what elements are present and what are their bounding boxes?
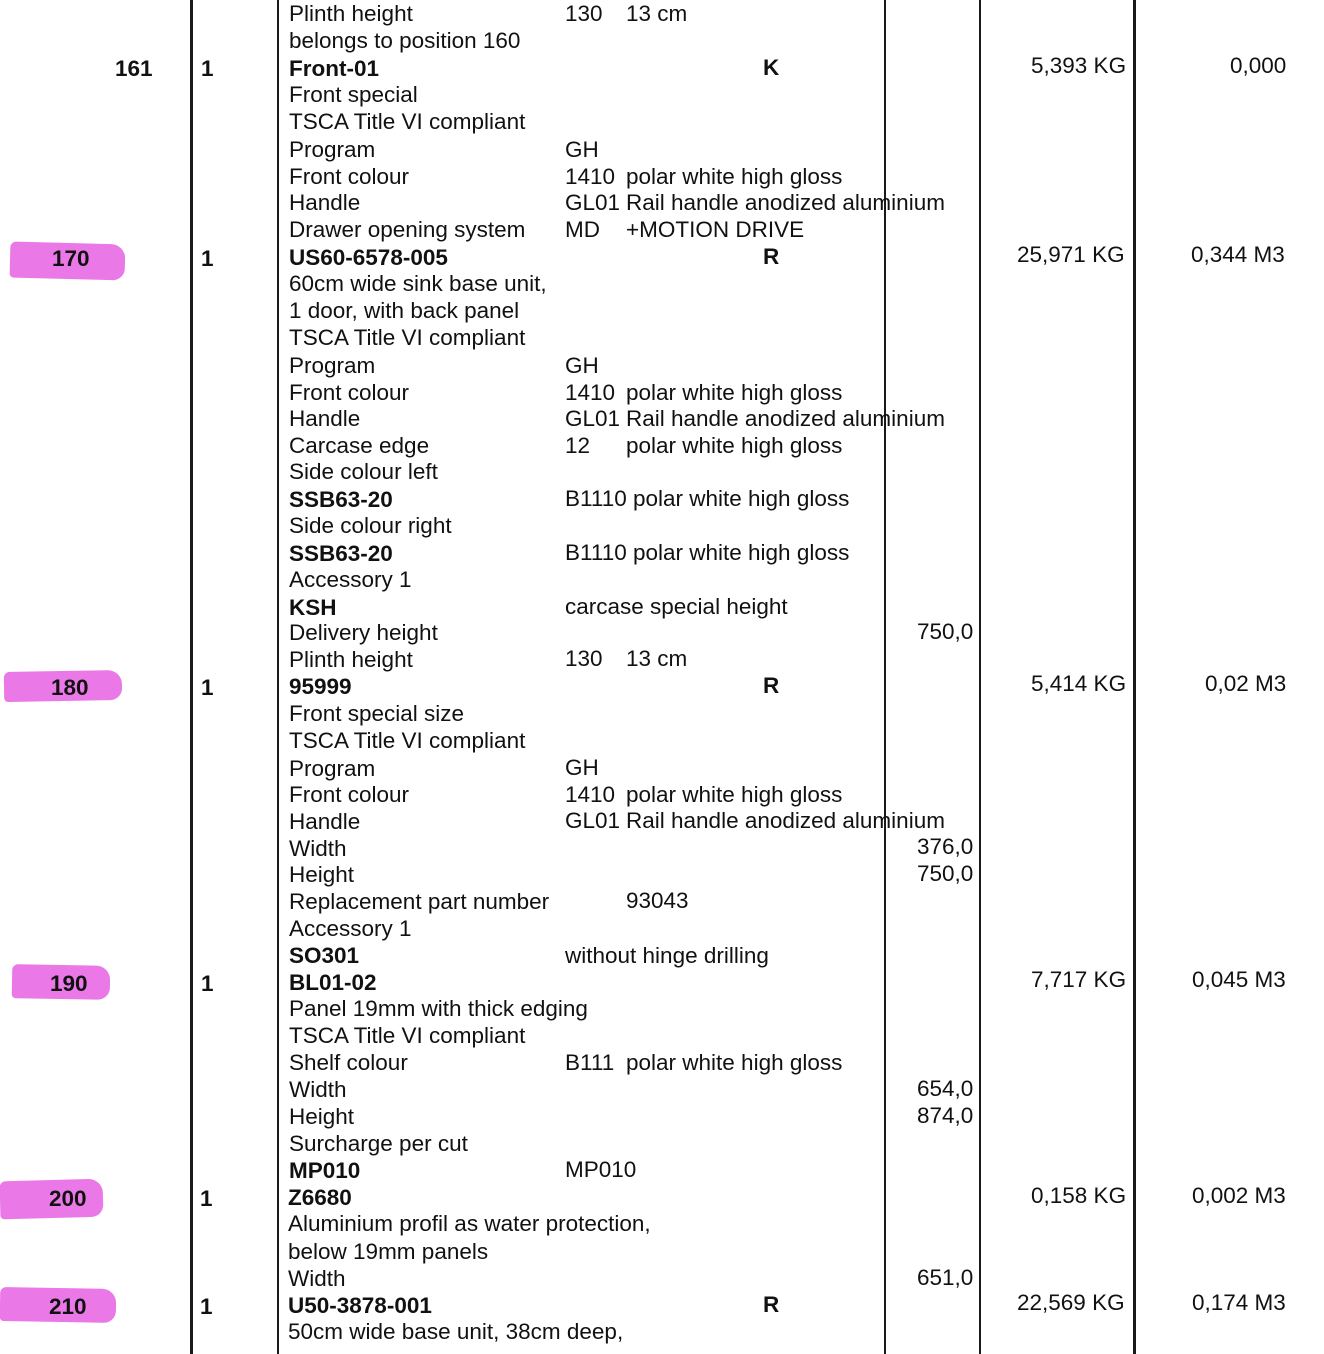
attr-label: Handle [289,406,361,431]
type-code: R [763,244,780,269]
description-line: 1 door, with back panel [289,298,520,323]
volume: 0,02 M3 [1205,671,1287,696]
attr-code: GL01 [565,808,621,833]
weight: 7,717 KG [1031,967,1127,992]
description-line: TSCA Title VI compliant [289,325,526,350]
quantity: 1 [200,1294,213,1319]
attr-label: Program [289,137,376,162]
position-number: 170 [52,246,90,271]
attr-label: Plinth height [289,647,413,672]
description-line: 60cm wide sink base unit, [289,271,547,296]
attr-code: 1410 [565,164,616,189]
attr-label: Handle [289,809,361,834]
attr-code: KSH [289,595,337,620]
weight: 22,569 KG [1017,1290,1125,1315]
attr-value: without hinge drilling [565,943,769,968]
position-number: 161 [115,56,153,81]
type-code: K [763,55,780,80]
attr-code: SSB63-20 [289,541,393,566]
description-line: 50cm wide base unit, 38cm deep, [288,1319,624,1344]
attr-code: GH [565,137,599,162]
attr-code: B111 [565,1050,615,1075]
attr-label: Delivery height [289,620,438,645]
volume: 0,174 M3 [1192,1290,1286,1315]
description-line: Front special [289,82,418,107]
attr-label: Accessory 1 [289,567,412,592]
position-number: 180 [51,675,89,700]
attr-label: Side colour left [289,459,438,484]
attr-value: 874,0 [917,1103,974,1128]
quantity: 1 [201,675,214,700]
volume: 0,002 M3 [1192,1183,1286,1208]
attr-code: 1410 [565,782,616,807]
attr-value: polar white high gloss [626,1050,843,1075]
attr-code: MD [565,217,600,242]
attr-value: 654,0 [917,1076,974,1101]
description-line: TSCA Title VI compliant [289,109,526,134]
attr-label: Width [289,1077,347,1102]
attr-value: 13 cm [626,1,688,26]
weight: 25,971 KG [1017,242,1125,267]
volume: 0,344 M3 [1191,242,1285,267]
attr-value: Rail handle anodized aluminium [626,808,945,833]
attr-label: Carcase edge [289,433,430,458]
attr-label: Shelf colour [289,1050,408,1075]
attr-value: carcase special height [565,594,788,619]
attr-code: SO301 [289,943,360,968]
attr-value: polar white high gloss [626,782,843,807]
description-line: TSCA Title VI compliant [289,728,526,753]
description-line: Aluminium profil as water protection, [288,1211,651,1236]
attr-code: SSB63-20 [289,487,393,512]
article-code: U50-3878-001 [288,1293,432,1318]
attr-value: polar white high gloss [626,433,843,458]
volume: 0,045 M3 [1192,967,1286,992]
article-code: US60-6578-005 [289,245,448,270]
attr-value: Rail handle anodized aluminium [626,406,945,431]
position-number: 200 [49,1186,87,1211]
article-code: 95999 [289,674,352,699]
attr-label: Front colour [289,380,410,405]
quantity: 1 [201,246,214,271]
description-line: TSCA Title VI compliant [289,1023,526,1048]
attr-label: Handle [289,190,361,215]
attr-code: GH [565,353,599,378]
attr-code: 12 [565,433,591,458]
attr-code: 1410 [565,380,616,405]
volume: 0,000 [1230,53,1287,78]
attr-label: Program [289,756,376,781]
attr-value: 750,0 [917,861,974,886]
attr-value: 376,0 [917,834,974,859]
attr-code: 130 [565,646,603,671]
attr-label: Drawer opening system [289,217,526,242]
article-code: BL01-02 [289,970,377,995]
weight: 0,158 KG [1031,1183,1127,1208]
column-rule [1133,0,1136,1354]
type-code: R [763,1292,780,1317]
article-code: Front-01 [289,56,379,81]
description-line: Panel 19mm with thick edging [289,996,588,1021]
attr-code: GL01 [565,406,621,431]
quantity: 1 [201,971,214,996]
position-number: 190 [50,971,88,996]
attr-value: +MOTION DRIVE [626,217,805,242]
attr-value: Rail handle anodized aluminium [626,190,945,215]
attr-label: Front colour [289,164,410,189]
description-line: belongs to position 160 [289,28,521,53]
attr-label: Front colour [289,782,410,807]
type-code: R [763,673,780,698]
position-number: 210 [49,1294,87,1319]
column-rule [979,0,981,1354]
attr-code: GH [565,755,599,780]
column-rule [277,0,279,1354]
attr-value: polar white high gloss [626,380,843,405]
attr-label: Width [289,836,347,861]
weight: 5,414 KG [1031,671,1127,696]
attr-label: Plinth height [289,1,413,26]
attr-label: Height [289,862,355,887]
attr-label: Surcharge per cut [289,1131,468,1156]
attr-value: B1110 polar white high gloss [565,486,850,511]
attr-label: Program [289,353,376,378]
description-line: below 19mm panels [288,1239,489,1264]
attr-label: Height [289,1104,355,1129]
article-code: Z6680 [288,1185,352,1210]
attr-label: Width [288,1266,346,1291]
attr-code: MP010 [289,1158,361,1183]
attr-value: B1110 polar white high gloss [565,540,850,565]
attr-code: 130 [565,1,603,26]
weight: 5,393 KG [1031,53,1127,78]
attr-label: Side colour right [289,513,452,538]
attr-value: 750,0 [917,619,974,644]
attr-code: GL01 [565,190,621,215]
description-line: Front special size [289,701,465,726]
attr-value: 13 cm [626,646,688,671]
attr-value: 651,0 [917,1265,974,1290]
quantity: 1 [201,56,214,81]
column-rule [190,0,193,1354]
attr-value: polar white high gloss [626,164,843,189]
attr-label: Accessory 1 [289,916,412,941]
attr-value: 93043 [626,888,689,913]
attr-label: Replacement part number [289,889,550,914]
attr-value: MP010 [565,1157,637,1182]
quantity: 1 [200,1186,213,1211]
